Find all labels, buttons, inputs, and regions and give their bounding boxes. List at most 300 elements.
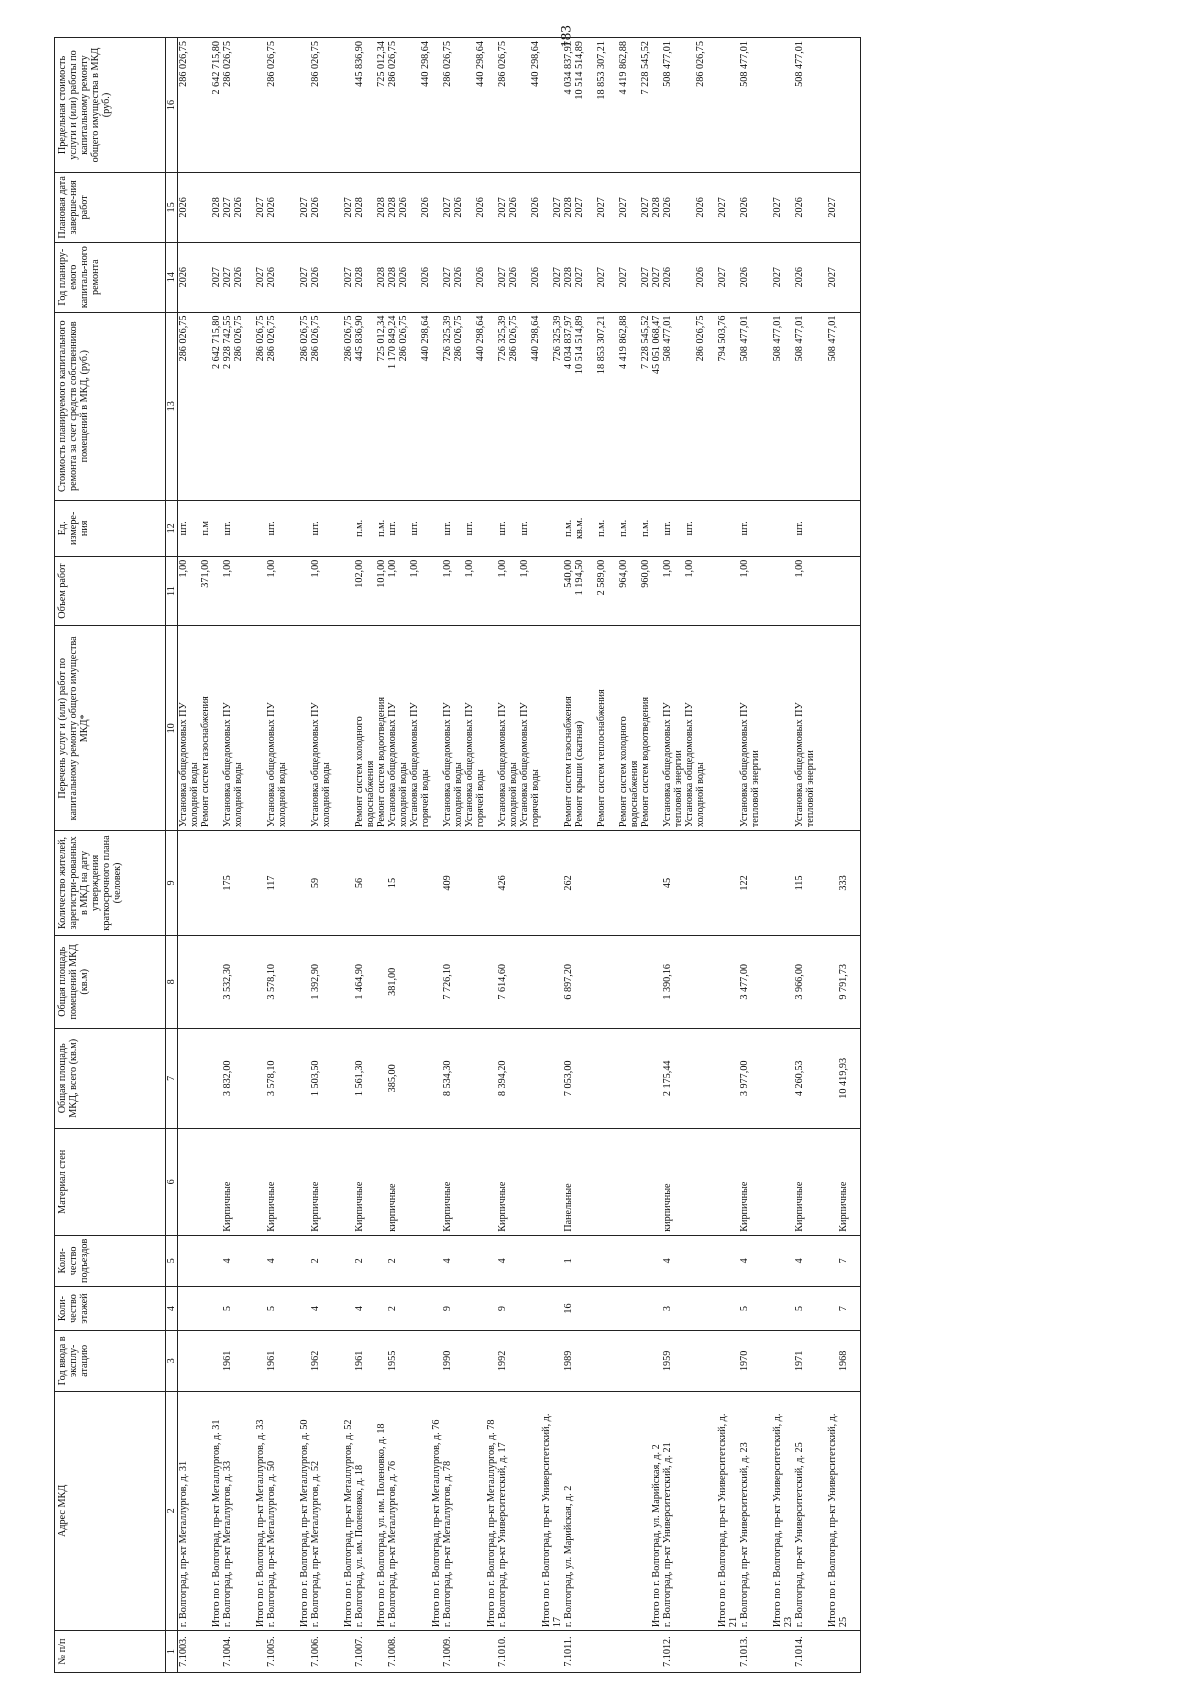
table-cell [376,1331,387,1391]
table-cell [596,1631,607,1673]
table-cell [233,1128,244,1235]
table-cell [453,935,464,1028]
table-cell: 4 [662,1235,673,1286]
table-cell: п.м [200,500,211,556]
table-cell: 508 477,01 [739,312,750,500]
table-row [233,38,244,1673]
table-cell [332,242,343,312]
table-cell [486,38,497,173]
table-cell [684,831,695,936]
table-cell: 1962 [310,1331,321,1391]
table-cell: г. Волгоград, пр-кт Металлургов, д. 52 [310,1391,321,1631]
table-cell: Итого по г. Волгоград, пр-кт Университетский, д. [541,1391,552,1631]
table-cell: 4 034 837,97 [563,312,574,500]
table-cell [772,1028,783,1128]
table-cell [717,1128,728,1235]
table-cell: Кирпичные [310,1128,321,1235]
table-row [475,38,486,1673]
table-cell [453,1286,464,1330]
table-cell [750,1631,761,1673]
header-cell: Коли-чество подъездов [55,1235,166,1286]
table-row [827,38,838,1673]
table-cell [805,935,816,1028]
table-row [640,38,651,1673]
table-cell [255,831,266,936]
table-cell [244,312,255,500]
table-cell: 371,00 [200,556,211,626]
table-cell [255,1631,266,1673]
table-cell [486,935,497,1028]
table-cell [530,935,541,1028]
table-cell [409,242,420,312]
table-cell: 117 [266,831,277,936]
table-cell [519,1028,530,1128]
table-cell: 2026 [266,173,277,243]
table-cell: 2027 [343,173,354,243]
header-cell: Коли-чество этажей [55,1286,166,1330]
table-cell [629,242,640,312]
table-row [684,38,695,1673]
table-cell [816,1331,827,1391]
table-cell [761,1128,772,1235]
table-cell: 4 [310,1286,321,1330]
table-cell: 2 175,44 [662,1028,673,1128]
table-cell [541,1331,552,1391]
table-cell [684,173,695,243]
table-cell [783,831,794,936]
table-cell [629,1286,640,1330]
table-cell [189,500,200,556]
table-cell [255,1028,266,1128]
table-cell: 2027 [574,173,585,243]
table-cell [596,1235,607,1286]
table-row [651,38,662,1673]
table-cell [464,1235,475,1286]
table-cell: 1 561,30 [354,1028,365,1128]
table-cell: 4 [497,1235,508,1286]
table-cell [244,1128,255,1235]
table-cell: 508 477,01 [827,312,838,500]
table-cell: г. Волгоград, пр-кт Металлургов, д. 78 [442,1391,453,1631]
table-cell: 10 514 514,89 [574,312,585,500]
table-cell [618,831,629,936]
table-cell: кв.м. [574,500,585,556]
table-cell [420,935,431,1028]
table-cell [398,935,409,1028]
table-cell [486,1028,497,1128]
table-cell: 726 325,39 [497,312,508,500]
table-cell [585,556,596,626]
table-cell [299,500,310,556]
table-cell: Установка общедомовых ПУ [739,626,750,831]
table-cell: 2 642 715,80 [211,312,222,500]
table-cell: холодной воды [453,626,464,831]
table-cell: 6 897,20 [563,935,574,1028]
table-cell [783,38,794,173]
table-cell [420,1391,431,1631]
table-cell: 4 034 837,97 [563,38,574,173]
table-cell [486,1128,497,1235]
table-cell [805,1235,816,1286]
table-cell [629,935,640,1028]
table-cell: 2026 [662,242,673,312]
table-cell: горячей воды [475,626,486,831]
table-cell [409,1286,420,1330]
table-cell: 2027 [717,242,728,312]
table-cell [816,500,827,556]
header-cell: Количество жителей, зарегистри-рованных в МКД на дату утверждения краткосрочного плана (человек) [55,831,166,936]
table-cell [673,500,684,556]
table-cell [200,242,211,312]
table-cell [376,1631,387,1673]
table-cell [431,500,442,556]
table-cell [607,242,618,312]
table-cell [299,1028,310,1128]
table-cell [827,1631,838,1673]
table-row [376,38,387,1673]
table-cell: 8 534,30 [442,1028,453,1128]
table-cell [200,935,211,1028]
column-number: 16 [166,38,178,173]
table-cell: 2028 [376,242,387,312]
table-cell [750,312,761,500]
table-cell: 385,00 [387,1028,398,1128]
table-cell: 2027 [552,173,563,243]
table-cell [849,1235,861,1286]
table-cell [717,1286,728,1330]
table-row [596,38,607,1673]
table-cell [244,556,255,626]
table-cell [706,626,717,831]
table-row [277,38,288,1673]
table-row [497,38,508,1673]
table-cell: 2027 [640,242,651,312]
table-cell: 2028 [387,173,398,243]
table-cell [299,1286,310,1330]
table-cell: 2027 [222,173,233,243]
table-cell: 440 298,64 [420,312,431,500]
table-cell [629,312,640,500]
table-cell: 2026 [739,173,750,243]
table-cell [849,1286,861,1330]
table-cell [420,1235,431,1286]
table-cell: шт. [178,500,190,556]
table-cell: 9 [497,1286,508,1330]
table-cell: г. Волгоград, ул. Марийская, д. 2 [563,1391,574,1631]
table-cell [816,1286,827,1330]
table-cell [530,831,541,936]
table-cell: 1 503,50 [310,1028,321,1128]
table-cell: 2026 [794,173,805,243]
table-cell [838,312,849,500]
table-cell [332,1631,343,1673]
table-cell [607,1331,618,1391]
table-cell: Кирпичные [497,1128,508,1235]
table-cell: 7 726,10 [442,935,453,1028]
table-cell [816,312,827,500]
table-cell [805,1028,816,1128]
table-cell [365,556,376,626]
table-cell: 2027 [827,242,838,312]
table-cell [409,1331,420,1391]
table-cell: 286 026,75 [442,38,453,173]
table-cell [530,556,541,626]
table-cell [420,1631,431,1673]
table-cell: шт. [387,500,398,556]
table-cell [475,500,486,556]
table-cell: 262 [563,831,574,936]
table-cell: Установка общедомовых ПУ [222,626,233,831]
table-cell [783,1235,794,1286]
table-cell [431,935,442,1028]
table-cell [761,831,772,936]
table-cell [530,1286,541,1330]
table-cell [398,1391,409,1631]
table-cell [607,38,618,173]
table-cell [585,1286,596,1330]
table-cell [244,935,255,1028]
table-cell: 2027 [772,242,783,312]
table-cell: г. Волгоград, пр-кт Университетский, д. 17 [497,1391,508,1631]
table-cell [728,1286,739,1330]
table-cell [508,935,519,1028]
table-cell [552,626,563,831]
table-cell [244,1235,255,1286]
table-cell: 2027 [343,242,354,312]
table-cell [398,500,409,556]
table-cell [695,1331,706,1391]
table-cell [838,242,849,312]
table-cell [717,1028,728,1128]
table-cell: 1955 [387,1331,398,1391]
table-cell [805,1331,816,1391]
table-cell [585,242,596,312]
table-cell [629,1391,640,1631]
table-cell [409,1631,420,1673]
table-cell: 286 026,75 [343,312,354,500]
table-cell: 286 026,75 [453,312,464,500]
table-cell [332,312,343,500]
table-cell [519,1391,530,1631]
table-cell [596,831,607,936]
table-cell [233,1028,244,1128]
table-cell [750,500,761,556]
table-cell [255,626,266,831]
table-cell [673,831,684,936]
table-cell [783,500,794,556]
table-cell [706,1331,717,1391]
table-cell [750,242,761,312]
table-cell [178,1028,190,1128]
table-cell [706,38,717,173]
table-cell: шт. [266,500,277,556]
table-cell: Итого по г. Волгоград, пр-кт Металлургов, д. 78 [486,1391,497,1631]
table-cell: 4 [442,1235,453,1286]
table-cell [728,173,739,243]
table-row [244,38,255,1673]
table-row [420,38,431,1673]
table-cell [849,831,861,936]
table-cell [343,1286,354,1330]
table-cell [189,173,200,243]
table-cell [695,1631,706,1673]
table-cell [211,1286,222,1330]
table-cell [255,500,266,556]
table-cell [365,831,376,936]
table-cell [816,626,827,831]
table-cell: 508 477,01 [772,312,783,500]
table-cell [288,500,299,556]
table-cell [816,38,827,173]
table-cell: 1,00 [519,556,530,626]
table-cell [574,1286,585,1330]
table-cell [365,242,376,312]
table-cell [486,500,497,556]
table-cell: 1,00 [222,556,233,626]
table-cell [728,1128,739,1235]
table-cell [596,1028,607,1128]
table-cell: Установка общедомовых ПУ [178,626,190,831]
table-cell [255,1286,266,1330]
header-cell: Плановая дата заверше-ния работ [55,173,166,243]
table-cell [574,1235,585,1286]
table-cell [772,38,783,173]
table-cell: 1,00 [442,556,453,626]
table-cell: 540,00 [563,556,574,626]
table-cell [849,556,861,626]
table-cell [453,38,464,173]
table-cell [684,1331,695,1391]
table-cell [486,626,497,831]
header-cell: Стоимость планируемого капитального ремонта за счет средств собственников помещений в МКД, (руб.) [55,312,166,500]
table-cell: г. Волгоград, пр-кт Университетский, д. 23 [739,1391,750,1631]
table-cell: 7.1005. [266,1631,277,1673]
table-cell [365,1028,376,1128]
table-cell: 333 [838,831,849,936]
table-cell [750,1028,761,1128]
table-cell [321,242,332,312]
table-cell [431,38,442,173]
header-cell: Год планиру-емого капиталь-ного ремонта [55,242,166,312]
table-cell: 1961 [266,1331,277,1391]
table-cell [519,1128,530,1235]
table-cell: 1970 [739,1331,750,1391]
table-cell [211,1331,222,1391]
table-cell: 286 026,75 [695,312,706,500]
table-cell [728,38,739,173]
table-cell [189,1631,200,1673]
table-cell [420,831,431,936]
table-cell: Итого по г. Волгоград, пр-кт Университетский, д. [772,1391,783,1631]
table-cell: 2027 [574,242,585,312]
table-cell [761,1331,772,1391]
table-cell: 286 026,75 [178,38,190,173]
table-cell: 286 026,75 [255,312,266,500]
table-cell [651,831,662,936]
column-number: 8 [166,935,178,1028]
table-cell [233,935,244,1028]
table-cell [706,1286,717,1330]
table-cell [552,1028,563,1128]
table-cell [706,1028,717,1128]
table-cell [508,38,519,173]
table-cell [618,1235,629,1286]
table-cell: 4 [354,1286,365,1330]
table-cell [640,1235,651,1286]
table-cell: 59 [310,831,321,936]
table-cell [750,1286,761,1330]
table-cell [530,1235,541,1286]
table-cell [552,500,563,556]
table-cell [255,1331,266,1391]
table-cell: 1959 [662,1331,673,1391]
table-cell [849,242,861,312]
table-cell [321,831,332,936]
table-cell [288,1235,299,1286]
table-cell [552,556,563,626]
table-cell [332,935,343,1028]
table-cell [453,1235,464,1286]
table-cell [651,1128,662,1235]
table-cell [585,1128,596,1235]
table-cell: 1,00 [464,556,475,626]
table-cell [277,1128,288,1235]
table-cell [519,38,530,173]
table-cell: Ремонт систем холодного [618,626,629,831]
table-cell [189,935,200,1028]
table-cell [530,1391,541,1631]
table-cell [486,1286,497,1330]
table-cell [574,1331,585,1391]
table-cell: 7.1003. [178,1631,190,1673]
table-cell [552,1631,563,1673]
table-cell [750,38,761,173]
table-cell [508,1128,519,1235]
table-cell [717,831,728,936]
column-number: 10 [166,626,178,831]
table-cell [640,1391,651,1631]
table-row [717,38,728,1673]
table-cell [596,1128,607,1235]
table-cell: 2027 [596,242,607,312]
column-number: 3 [166,1331,178,1391]
table-cell: 286 026,75 [299,312,310,500]
table-cell [574,935,585,1028]
table-cell: 4 [794,1235,805,1286]
table-cell: тепловой энергии [673,626,684,831]
table-cell: 2026 [739,242,750,312]
table-cell [299,935,310,1028]
table-cell: г. Волгоград, пр-кт Металлургов, д. 33 [222,1391,233,1631]
table-cell [508,556,519,626]
table-cell [244,831,255,936]
table-cell [431,1235,442,1286]
table-cell [211,935,222,1028]
table-row [354,38,365,1673]
table-cell: 7.1008. [387,1631,398,1673]
table-cell [629,831,640,936]
table-cell [200,38,211,173]
table-cell: Установка общедомовых ПУ [387,626,398,831]
table-cell [211,1028,222,1128]
table-cell [530,1331,541,1391]
table-cell [849,173,861,243]
table-cell [508,1286,519,1330]
table-cell [695,1235,706,1286]
table-cell [761,1028,772,1128]
table-cell: 2026 [178,242,190,312]
table-row [409,38,420,1673]
